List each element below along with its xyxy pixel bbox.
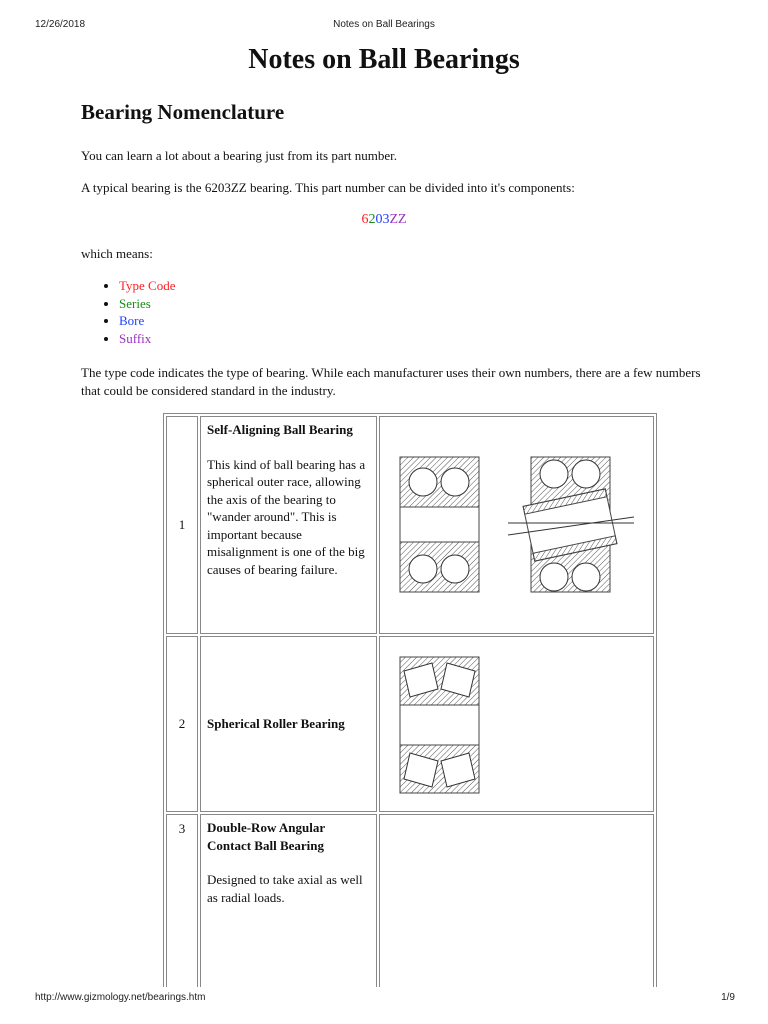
bore-label: Bore [119,313,145,328]
bearing-diagram-cell [379,636,654,812]
list-item [119,312,176,330]
list-item [119,295,176,313]
bearing-description: Designed to take axial as well as radial loads. [207,872,363,905]
section-title: Bearing Nomenclature [81,100,285,124]
part-suffix: ZZ [389,212,407,227]
series-label: Series [119,295,151,311]
page-number: 1/9 [721,992,735,1003]
source-url: http://www.gizmology.net/bearings.htm [35,992,206,1003]
part-number-example [0,212,768,228]
page-title: Notes on Ball Bearings [248,44,520,75]
table-row [166,416,654,634]
component-list [81,277,176,347]
self-aligning-bearing-diagram [380,417,653,633]
type-code-label: Type Code [119,278,176,293]
list-item [119,277,176,295]
part-type-code: 6 [361,212,369,227]
suffix-label: Suffix [119,330,152,346]
bearing-diagram-cell [379,416,654,634]
bearing-description-cell [200,814,377,987]
bearing-name: Double-Row Angular Contact Ball Bearing [207,820,325,853]
bearing-name: Self-Aligning Ball Bearing [207,422,353,437]
spherical-roller-bearing-diagram [380,637,653,811]
bearing-diagram-cell [379,814,654,987]
which-means-text: which means: [81,246,153,261]
bearing-name: Spherical Roller Bearing [207,716,345,732]
table-row [166,636,654,812]
bearing-types-table [163,413,657,987]
row-number: 3 [166,814,198,987]
bearing-description-cell [200,416,377,634]
print-page-title: Notes on Ball Bearings [333,19,435,30]
type-code-paragraph: The type code indicates the type of bearing. While each manufacturer uses their own numbers, there are a few numbers that could be considered standard in the industry. [81,365,701,398]
part-number-paragraph: A typical bearing is the 6203ZZ bearing. This part number can be divided into it's components: [81,180,575,195]
print-date: 12/26/2018 [35,19,86,30]
bearing-description-cell [200,636,377,812]
part-series: 2 [368,212,376,227]
row-number: 2 [166,636,198,812]
list-item [119,330,176,348]
print-footer [0,992,768,1006]
row-number: 1 [166,416,198,634]
bearing-description: This kind of ball bearing has a spherical outer race, allowing the axis of the bearing to "wander around". This is important because misalignment is one of the big causes of bearing failure. [207,456,366,577]
part-bore: 03 [375,212,390,227]
intro-paragraph: You can learn a lot about a bearing just from its part number. [81,148,398,163]
table-row [166,814,654,987]
